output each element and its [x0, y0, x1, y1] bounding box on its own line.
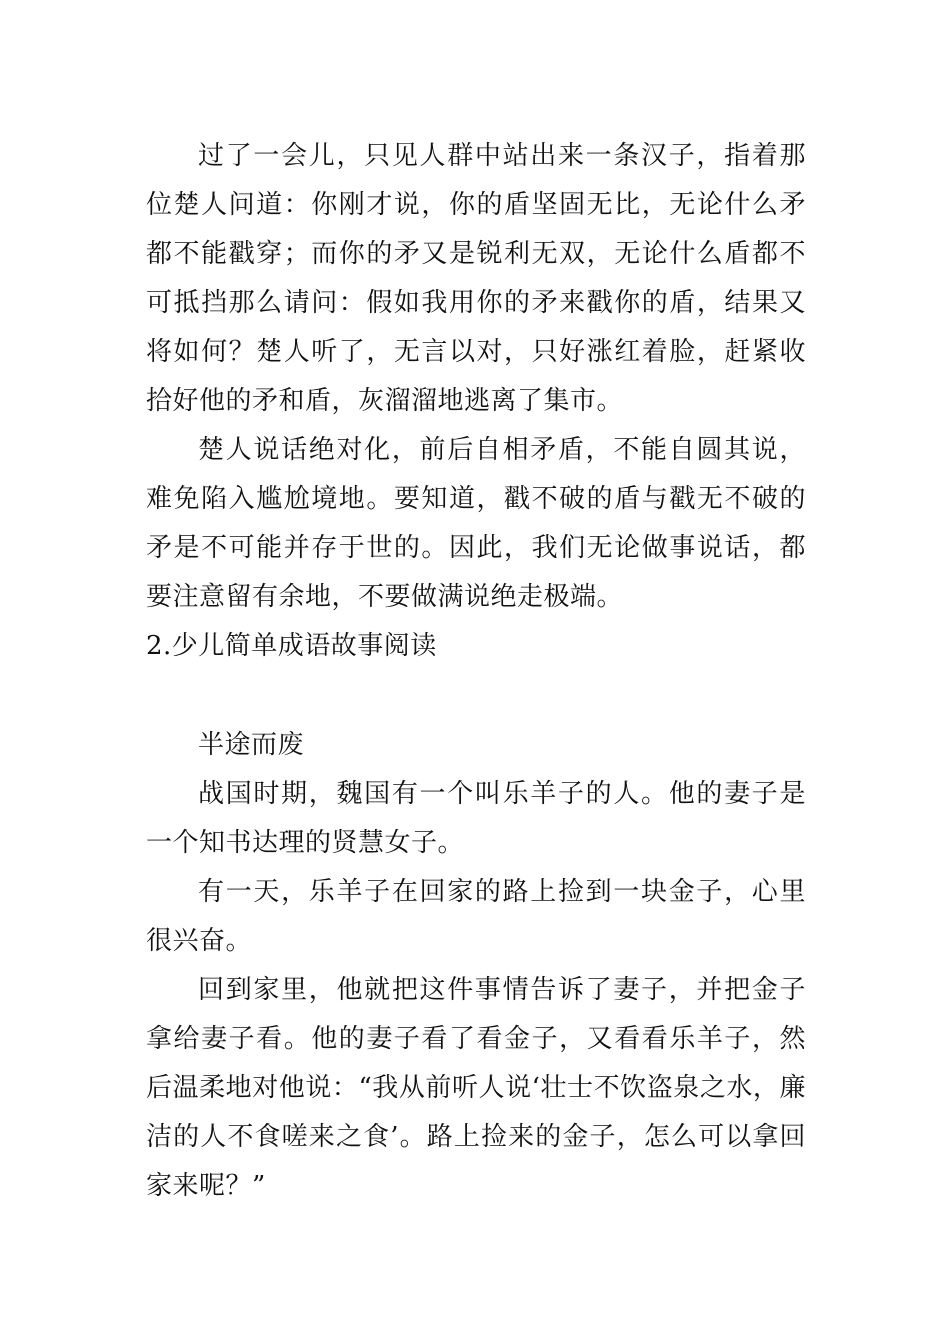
story-title: 半途而废	[198, 730, 305, 760]
paragraph-confrontation: 过了一会儿，只见人群中站出来一条汉子，指着那位楚人问道：你刚才说，你的盾坚固无比，无论什么矛都不能戳穿；而你的矛又是锐利无双，无论什么盾都不可抵挡那么请问：假如我用你的矛来戳你的盾，结果又将如何？楚人听了，无言以对，只好涨红着脸，赶紧收拾好他的矛和盾，灰溜溜地逃离了集市。	[146, 141, 806, 416]
section-heading: 2.少儿简单成语故事阅读	[146, 631, 437, 661]
paragraph-intro: 战国时期，魏国有一个叫乐羊子的人。他的妻子是一个知书达理的贤慧女子。	[146, 779, 806, 858]
document-body	[146, 132, 806, 1211]
paragraph-moral: 楚人说话绝对化，前后自相矛盾，不能自圆其说，难免陷入尴尬境地。要知道，戳不破的盾与戳无不破的矛是不可能并存于世的。因此，我们无论做事说话，都要注意留有余地，不要做满说绝走极端。	[146, 435, 806, 612]
blank-line	[146, 671, 806, 721]
paragraph-wife-advice: 回到家里，他就把这件事情告诉了妻子，并把金子拿给妻子看。他的妻子看了看金子，又看看乐羊子，然后温柔地对他说：“我从前听人说‘壮士不饮盗泉之水，廉洁的人不食嗟来之食’。路上捡来的金子，怎么可以拿回家来呢？”	[146, 975, 806, 1201]
paragraph-found-gold: 有一天，乐羊子在回家的路上捡到一块金子，心里很兴奋。	[146, 877, 806, 956]
